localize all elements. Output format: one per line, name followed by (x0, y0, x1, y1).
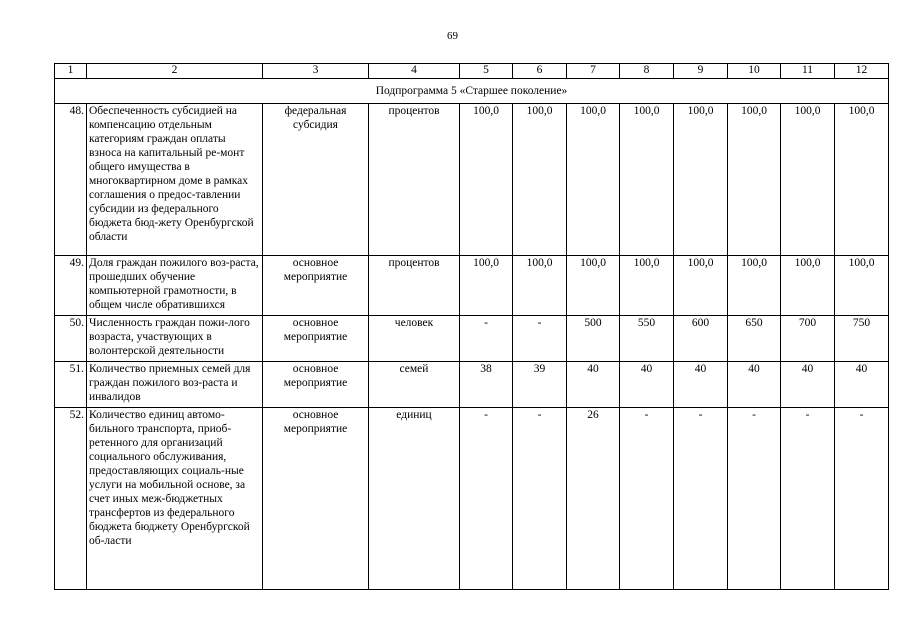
year-value: 650 (728, 316, 781, 362)
year-value: 500 (567, 316, 620, 362)
year-value: 100,0 (728, 104, 781, 256)
table-row (55, 104, 889, 256)
year-value: 100,0 (674, 104, 728, 256)
unit-of-measure: семей (369, 362, 460, 408)
year-value: 38 (460, 362, 513, 408)
row-number: 52. (55, 408, 87, 590)
year-value: 40 (728, 362, 781, 408)
indicators-table (54, 63, 889, 590)
year-value: 600 (674, 316, 728, 362)
year-value: 100,0 (781, 104, 835, 256)
year-value: 26 (567, 408, 620, 590)
column-header: 11 (781, 64, 835, 79)
table-row (55, 256, 889, 316)
column-header: 7 (567, 64, 620, 79)
year-value: 40 (781, 362, 835, 408)
unit-of-measure: процентов (369, 104, 460, 256)
year-value: 100,0 (513, 256, 567, 316)
year-value: - (460, 316, 513, 362)
indicator-name: Доля граждан пожилого воз-раста, прошедших обучение компьютерной грамотности, в общем числе обратившихся (87, 256, 263, 316)
indicator-type: основное мероприятие (263, 408, 369, 590)
unit-of-measure: человек (369, 316, 460, 362)
year-value: 40 (835, 362, 889, 408)
section-row (55, 79, 889, 104)
year-value: - (513, 316, 567, 362)
year-value: 100,0 (835, 104, 889, 256)
row-number: 51. (55, 362, 87, 408)
year-value: 100,0 (567, 104, 620, 256)
year-value: - (460, 408, 513, 590)
column-header: 12 (835, 64, 889, 79)
page-number: 69 (447, 30, 458, 42)
year-value: - (781, 408, 835, 590)
year-value: - (835, 408, 889, 590)
year-value: - (674, 408, 728, 590)
indicator-name: Количество единиц автомо-бильного транспорта, приоб-ретенного для организаций социального обслуживания, предоставляющих социаль-ные услуги на мобильной основе, за счет иных меж-бюджетных трансфертов из федерального бюджета бюджету Оренбургской об-ласти (87, 408, 263, 590)
year-value: 40 (620, 362, 674, 408)
year-value: 100,0 (460, 104, 513, 256)
year-value: 100,0 (674, 256, 728, 316)
column-header: 1 (55, 64, 87, 79)
indicator-type: основное мероприятие (263, 316, 369, 362)
year-value: 100,0 (781, 256, 835, 316)
column-numbers-row (55, 64, 889, 79)
year-value: 100,0 (460, 256, 513, 316)
indicator-type: федеральная субсидия (263, 104, 369, 256)
year-value: 100,0 (835, 256, 889, 316)
column-header: 10 (728, 64, 781, 79)
year-value: 550 (620, 316, 674, 362)
indicator-type: основное мероприятие (263, 362, 369, 408)
year-value: - (728, 408, 781, 590)
unit-of-measure: единиц (369, 408, 460, 590)
year-value: - (513, 408, 567, 590)
year-value: 40 (567, 362, 620, 408)
year-value: 100,0 (620, 256, 674, 316)
table-row (55, 362, 889, 408)
indicator-name: Количество приемных семей для граждан пожилого воз-раста и инвалидов (87, 362, 263, 408)
year-value: 40 (674, 362, 728, 408)
row-number: 48. (55, 104, 87, 256)
column-header: 5 (460, 64, 513, 79)
column-header: 6 (513, 64, 567, 79)
year-value: 100,0 (567, 256, 620, 316)
column-header: 3 (263, 64, 369, 79)
table-row (55, 408, 889, 590)
indicator-name: Численность граждан пожи-лого возраста, участвующих в волонтерской деятельности (87, 316, 263, 362)
year-value: 100,0 (728, 256, 781, 316)
row-number: 49. (55, 256, 87, 316)
table-row (55, 316, 889, 362)
year-value: - (620, 408, 674, 590)
year-value: 100,0 (620, 104, 674, 256)
unit-of-measure: процентов (369, 256, 460, 316)
column-header: 4 (369, 64, 460, 79)
column-header: 8 (620, 64, 674, 79)
section-title: Подпрограмма 5 «Старшее поколение» (55, 79, 889, 104)
indicator-name: Обеспеченность субсидией на компенсацию отдельным категориям граждан оплаты взноса на капитальный ре-монт общего имущества в многоквартирном доме в рамках соглашения о предос-тавлении субсидии из федерального бюджета бюд-жету Оренбургской области (87, 104, 263, 256)
year-value: 700 (781, 316, 835, 362)
column-header: 2 (87, 64, 263, 79)
indicator-type: основное мероприятие (263, 256, 369, 316)
year-value: 39 (513, 362, 567, 408)
year-value: 100,0 (513, 104, 567, 256)
row-number: 50. (55, 316, 87, 362)
column-header: 9 (674, 64, 728, 79)
year-value: 750 (835, 316, 889, 362)
